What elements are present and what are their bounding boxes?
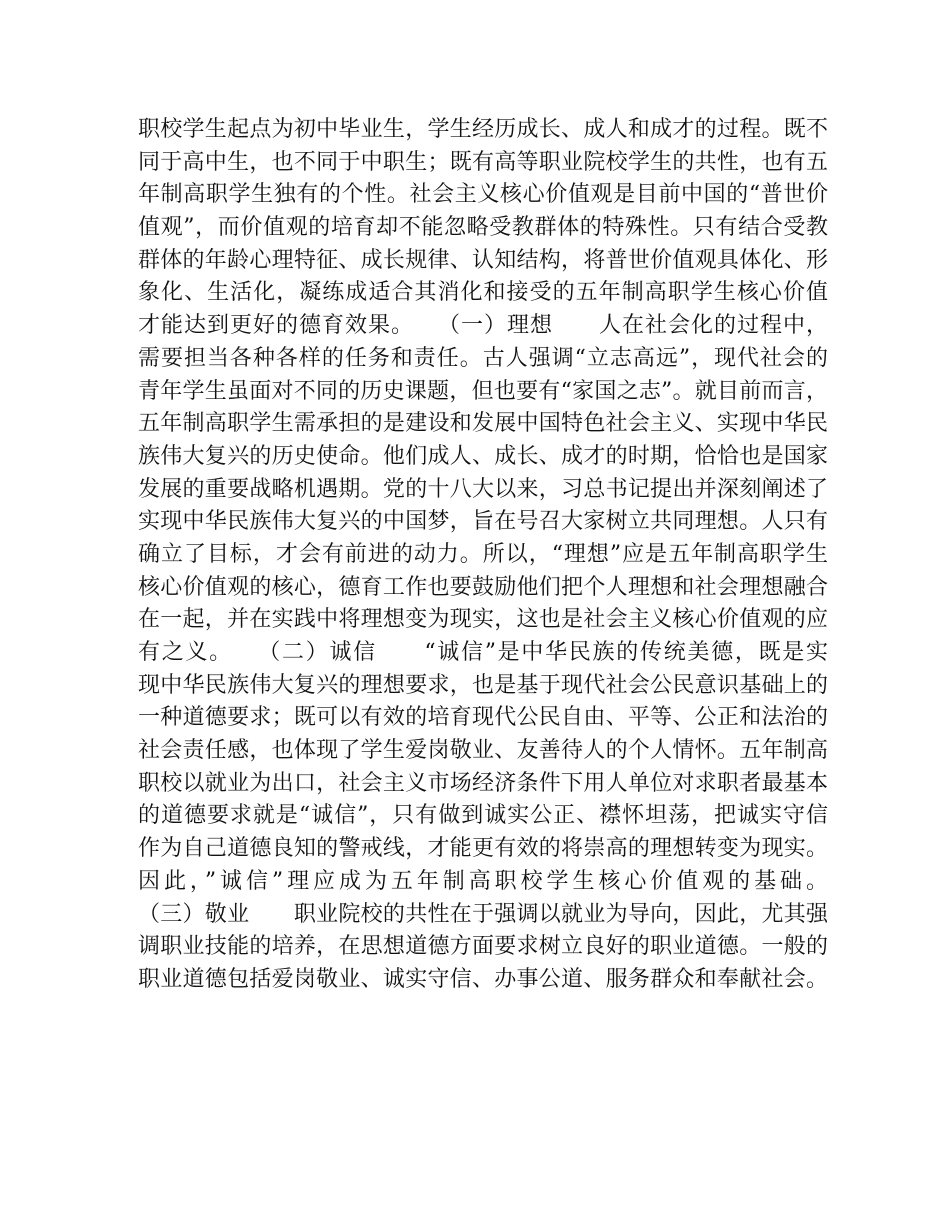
text-line: 的道德要求就是“诚信”，只有做到诚实公正、襟怀坦荡，把诚实守信 — [138, 803, 828, 829]
text-line: 调职业技能的培养，在思想道德方面要求树立良好的职业道德。一般的 — [138, 934, 828, 960]
text-line: 在一起，并在实践中将理想变为现实，这也是社会主义核心价值观的应 — [138, 607, 828, 633]
text-line: 需要担当各种各样的任务和责任。古人强调“立志高远”，现代社会的 — [138, 345, 828, 371]
body-text — [138, 114, 828, 997]
text-line: 职业道德包括爱岗敬业、诚实守信、办事公道、服务群众和奉献社会。 — [138, 966, 828, 992]
text-line: 因此，”诚信”理应成为五年制高职校学生核心价值观的基础。 — [138, 868, 828, 894]
text-line: 实现中华民族伟大复兴的中国梦，旨在号召大家树立共同理想。人只有 — [138, 509, 828, 535]
text-line: 年制高职学生独有的个性。社会主义核心价值观是目前中国的“普世价 — [138, 182, 828, 208]
text-line: 五年制高职学生需承担的是建设和发展中国特色社会主义、实现中华民 — [138, 411, 828, 437]
text-line: 确立了目标，才会有前进的动力。所以，“理想”应是五年制高职学生 — [138, 541, 828, 567]
text-line: 作为自己道德良知的警戒线，才能更有效的将崇高的理想转变为现实。 — [138, 836, 828, 862]
text-line: 一种道德要求；既可以有效的培育现代公民自由、平等、公正和法治的 — [138, 705, 828, 731]
text-line: 职校学生起点为初中毕业生，学生经历成长、成人和成才的过程。既不 — [138, 117, 828, 142]
text-line: 值观”，而价值观的培育却不能忽略受教群体的特殊性。只有结合受教 — [138, 215, 828, 241]
text-line: 现中华民族伟大复兴的理想要求，也是基于现代社会公民意识基础上的 — [138, 672, 828, 698]
text-line: 才能达到更好的德育效果。 （一）理想 人在社会化的过程中， — [138, 313, 828, 339]
text-line: 发展的重要战略机遇期。党的十八大以来，习总书记提出并深刻阐述了 — [138, 476, 828, 502]
text-line: 族伟大复兴的历史使命。他们成人、成长、成才的时期，恰恰也是国家 — [138, 443, 828, 469]
text-line: 社会责任感，也体现了学生爱岗敬业、友善待人的个人情怀。五年制高 — [138, 738, 828, 764]
text-line: 职校以就业为出口，社会主义市场经济条件下用人单位对求职者最基本 — [138, 770, 828, 796]
text-line: 群体的年龄心理特征、成长规律、认知结构，将普世价值观具体化、形 — [138, 247, 828, 273]
text-line: 青年学生虽面对不同的历史课题，但也要有“家国之志”。就目前而言， — [138, 378, 828, 404]
text-line: 有之义。 （二）诚信 “诚信”是中华民族的传统美德，既是实 — [138, 640, 828, 665]
text-line: 同于高中生，也不同于中职生；既有高等职业院校学生的共性，也有五 — [138, 149, 828, 175]
text-line: 核心价值观的核心，德育工作也要鼓励他们把个人理想和社会理想融合 — [138, 574, 828, 600]
text-line: （三）敬业 职业院校的共性在于强调以就业为导向，因此，尤其强 — [138, 901, 828, 927]
text-line: 象化、生活化，凝练成适合其消化和接受的五年制高职学生核心价值 — [138, 280, 828, 306]
